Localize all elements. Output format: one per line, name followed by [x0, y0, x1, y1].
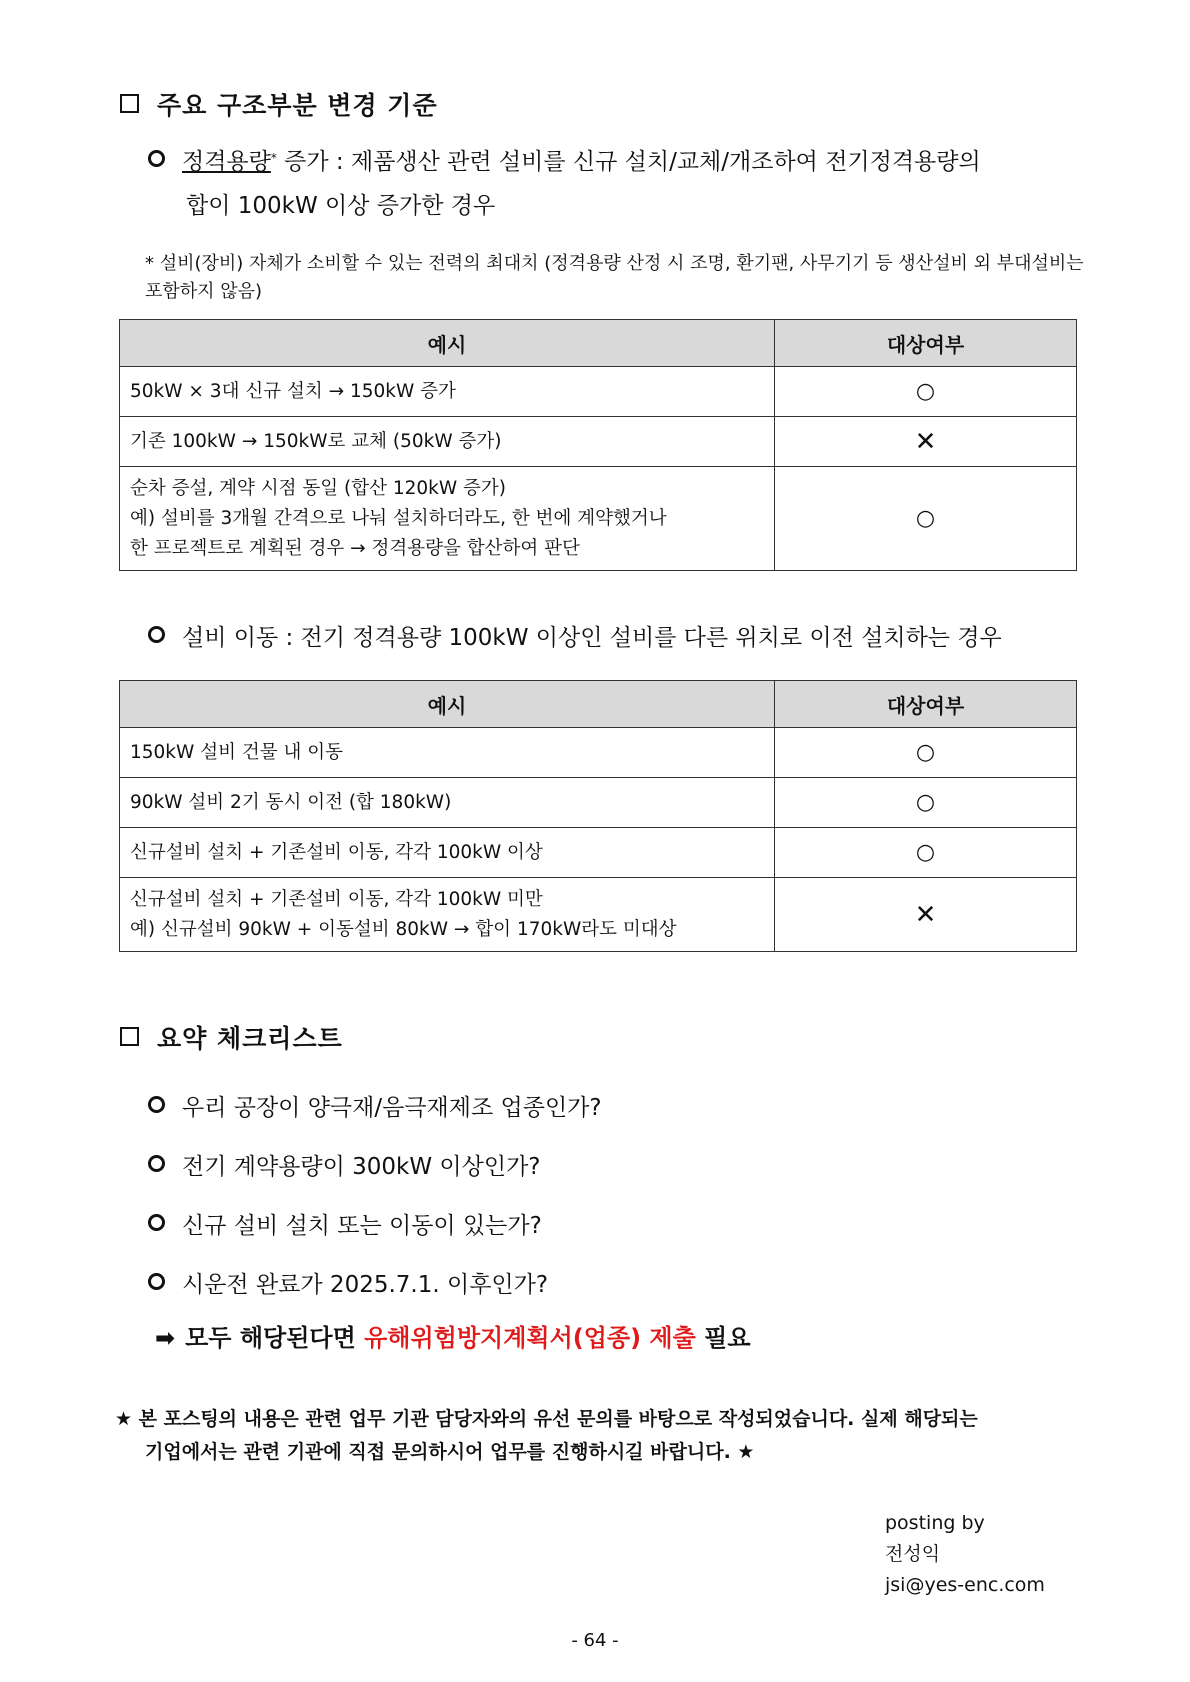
- disclaimer-note: ★ 본 포스팅의 내용은 관련 업무 기관 담당자와의 유선 문의를 바탕으로 작성되었습니다. 실제 해당되는 기업에서는 관련 기관에 직접 문의하시어 업무를 진행하시길 바랍니다. ★: [115, 1408, 978, 1463]
- circle-bullet-icon: [148, 626, 165, 643]
- not-applicable-mark: ✕: [775, 878, 1077, 952]
- applicable-mark: ○: [775, 778, 1077, 828]
- example-text: 예) 설비를 3개월 간격으로 나눠 설치하더라도, 한 번에 계약했거나: [130, 507, 667, 529]
- column-header-applicable: 대상여부: [775, 320, 1077, 367]
- example-text: 한 프로젝트로 계획된 경우 → 정격용량을 합산하여 판단: [130, 537, 580, 559]
- table-row: [120, 828, 1077, 878]
- checkbox-square-icon: [120, 94, 139, 113]
- example-cell: [120, 878, 775, 952]
- example-table-move: [119, 680, 1077, 952]
- bullet-rated-capacity: 정격용량* 증가 : 제품생산 관련 설비를 신규 설치/교체/개조하여 전기정격용량의: [148, 140, 981, 184]
- example-text: 50kW × 3대 신규 설치 → 150kW 증가: [130, 380, 456, 402]
- column-header-example: 예시: [120, 320, 775, 367]
- table-row: [120, 778, 1077, 828]
- circle-bullet-icon: [148, 1096, 165, 1113]
- checklist-conclusion: ➡ 모두 해당된다면 유해위험방지계획서(업종) 제출 필요: [155, 1324, 751, 1352]
- applicable-mark: ○: [775, 828, 1077, 878]
- example-text: 90kW 설비 2기 동시 이전 (합 180kW): [130, 791, 452, 813]
- circle-bullet-icon: [148, 1155, 165, 1172]
- example-text: 기존 100kW → 150kW로 교체 (50kW 증가): [130, 430, 502, 452]
- footnote-star: *: [270, 151, 277, 165]
- column-header-applicable: 대상여부: [775, 681, 1077, 728]
- example-cell: [120, 367, 775, 417]
- table-row: [120, 367, 1077, 417]
- table-row: [120, 728, 1077, 778]
- applicable-mark: ○: [775, 367, 1077, 417]
- bullet-equipment-move: 설비 이동 : 전기 정격용량 100kW 이상인 설비를 다른 위치로 이전 설치하는 경우: [148, 616, 1002, 660]
- arrow-right-icon: ➡: [155, 1324, 176, 1352]
- example-text: 신규설비 설치 + 기존설비 이동, 각각 100kW 미만: [130, 888, 543, 910]
- example-cell: [120, 467, 775, 571]
- example-text: 예) 신규설비 90kW + 이동설비 80kW → 합이 170kW라도 미대상: [130, 918, 677, 940]
- example-text: 150kW 설비 건물 내 이동: [130, 741, 343, 763]
- highlight-plan-submission: 유해위험방지계획서(업종) 제출: [364, 1324, 696, 1352]
- not-applicable-mark: ✕: [775, 417, 1077, 467]
- rated-capacity-note: * 설비(장비) 자체가 소비할 수 있는 전력의 최대치 (정격용량 산정 시 조명, 환기팬, 사무기기 등 생산설비 외 부대설비는 포함하지 않음): [145, 253, 1084, 302]
- example-cell: [120, 728, 775, 778]
- circle-bullet-icon: [148, 1273, 165, 1290]
- example-cell: [120, 778, 775, 828]
- checklist-item: 시운전 완료가 2025.7.1. 이후인가?: [148, 1263, 548, 1307]
- section-heading-structure-change: 주요 구조부분 변경 기준: [120, 86, 438, 122]
- author-email: jsi@yes-enc.com: [885, 1574, 1045, 1596]
- signature-block: [885, 1508, 1045, 1601]
- table-row: [120, 878, 1077, 952]
- checklist-item: 신규 설비 설치 또는 이동이 있는가?: [148, 1204, 542, 1248]
- example-text: 순차 증설, 계약 시점 동일 (합산 120kW 증가): [130, 477, 506, 499]
- section-heading-checklist: 요약 체크리스트: [120, 1019, 343, 1055]
- page-number: - 64 -: [571, 1630, 619, 1651]
- circle-bullet-icon: [148, 150, 165, 167]
- author-name: 전성익: [885, 1543, 941, 1565]
- checkbox-square-icon: [120, 1027, 139, 1046]
- checklist-item: 전기 계약용량이 300kW 이상인가?: [148, 1145, 541, 1189]
- applicable-mark: ○: [775, 728, 1077, 778]
- example-table-capacity: [119, 319, 1077, 571]
- applicable-mark: ○: [775, 467, 1077, 571]
- checklist-item: 우리 공장이 양극재/음극재제조 업종인가?: [148, 1086, 602, 1130]
- circle-bullet-icon: [148, 1214, 165, 1231]
- bullet-rated-capacity-line2: 합이 100kW 이상 증가한 경우: [186, 193, 496, 219]
- example-cell: [120, 828, 775, 878]
- posting-by-label: posting by: [885, 1512, 985, 1534]
- column-header-example: 예시: [120, 681, 775, 728]
- table-row: [120, 417, 1077, 467]
- rated-capacity-term: 정격용량: [182, 149, 271, 175]
- example-text: 신규설비 설치 + 기존설비 이동, 각각 100kW 이상: [130, 841, 543, 863]
- example-cell: [120, 417, 775, 467]
- table-row: [120, 467, 1077, 571]
